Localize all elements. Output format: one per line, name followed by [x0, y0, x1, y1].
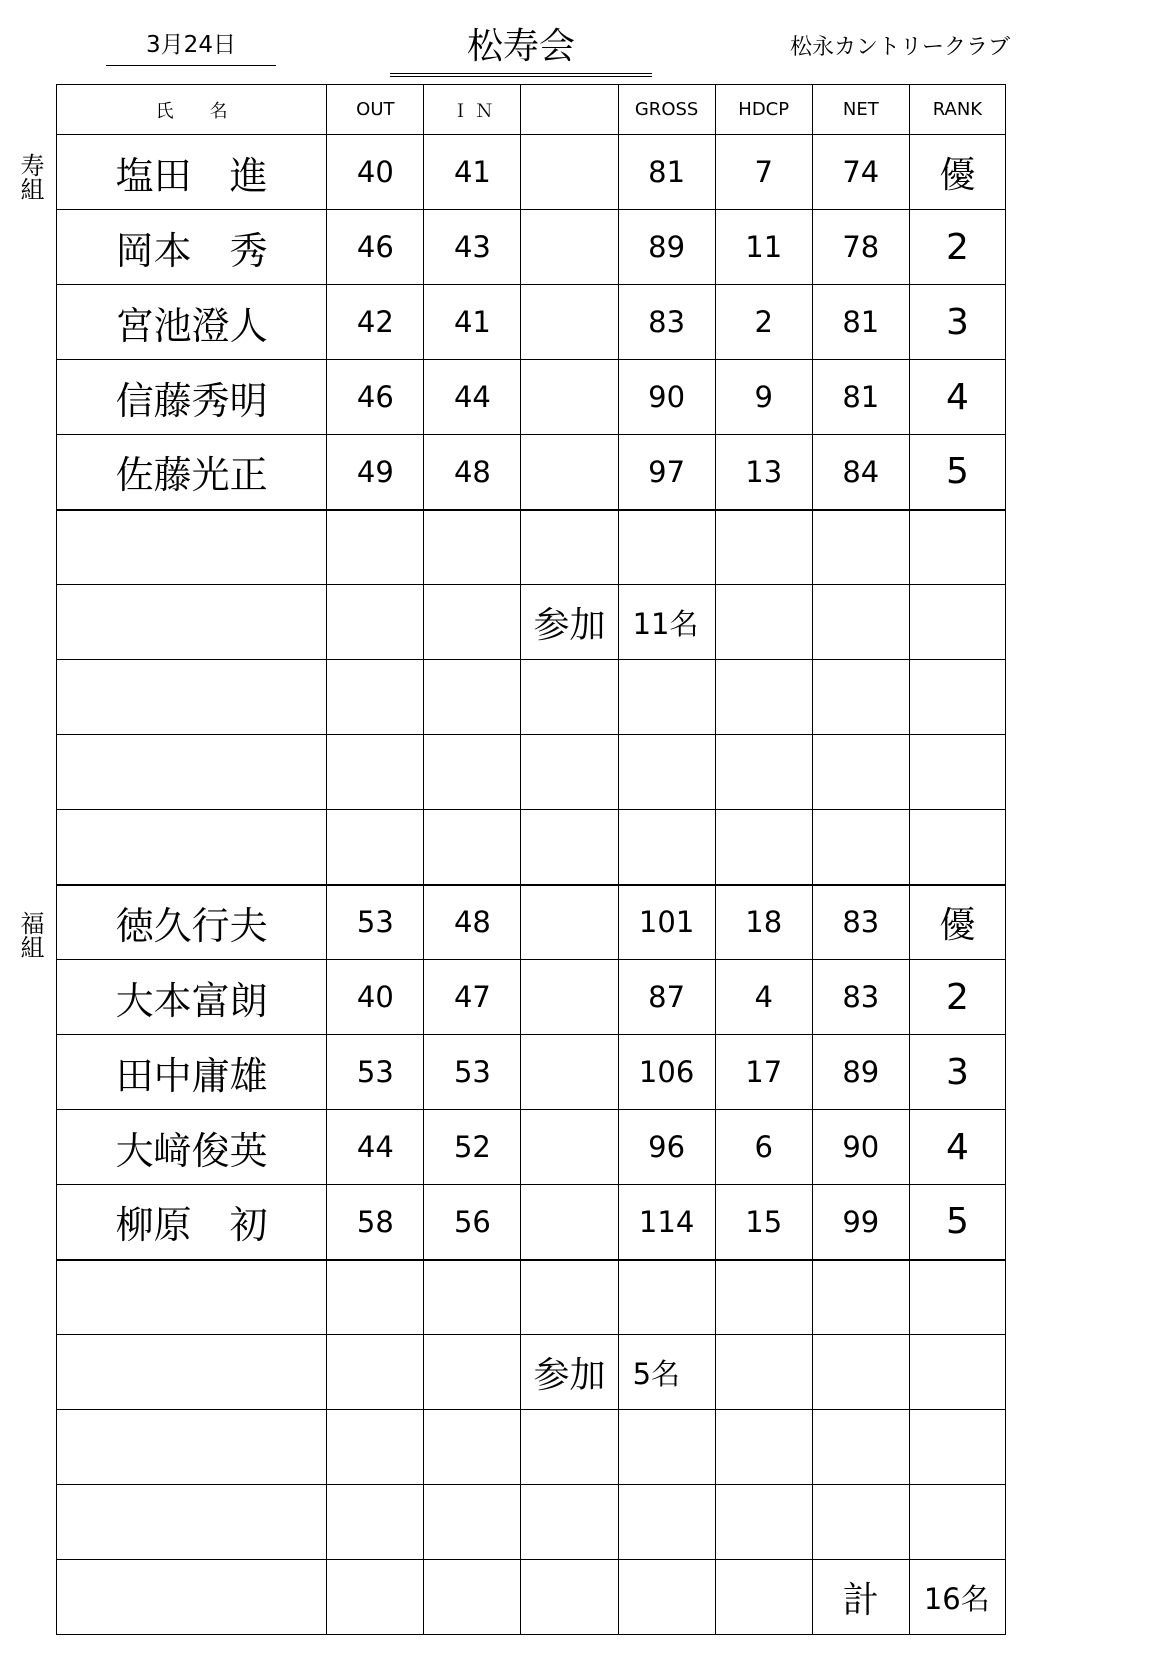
- score-in: 43: [424, 210, 521, 285]
- score-gross: 96: [618, 1110, 715, 1185]
- score-gross: 101: [618, 885, 715, 960]
- empty-row: [57, 1260, 1006, 1335]
- player-name: 宮池澄人: [57, 285, 327, 360]
- table-row: [57, 285, 1006, 360]
- rank: 3: [909, 285, 1005, 360]
- score-in: 52: [424, 1110, 521, 1185]
- score-hdcp: 15: [715, 1185, 812, 1260]
- table-row: [57, 435, 1006, 510]
- score-net: 83: [812, 960, 909, 1035]
- score-in: 47: [424, 960, 521, 1035]
- score-in: 44: [424, 360, 521, 435]
- score-net: 81: [812, 360, 909, 435]
- score-hdcp: 2: [715, 285, 812, 360]
- col-header-gross: GROSS: [618, 85, 715, 135]
- score-gross: 87: [618, 960, 715, 1035]
- table-row: [57, 360, 1006, 435]
- score-gross: 106: [618, 1035, 715, 1110]
- empty-cell: [521, 960, 618, 1035]
- score-out: 58: [327, 1185, 424, 1260]
- score-gross: 89: [618, 210, 715, 285]
- score-net: 89: [812, 1035, 909, 1110]
- event-title: 松寿会: [390, 18, 652, 77]
- player-name: 徳久行夫: [57, 885, 327, 960]
- total-row: [57, 1560, 1006, 1635]
- score-table: [56, 84, 1006, 1635]
- rank: 優: [909, 885, 1005, 960]
- col-header-in: Ｉ Ｎ: [424, 85, 521, 135]
- participation-label: 参加: [521, 1335, 618, 1410]
- score-out: 53: [327, 885, 424, 960]
- participation-row: [57, 585, 1006, 660]
- score-gross: 81: [618, 135, 715, 210]
- score-out: 40: [327, 960, 424, 1035]
- score-gross: 97: [618, 435, 715, 510]
- empty-row: [57, 1410, 1006, 1485]
- score-net: 81: [812, 285, 909, 360]
- rank: 3: [909, 1035, 1005, 1110]
- empty-cell: [521, 360, 618, 435]
- participation-count: 5名: [618, 1335, 715, 1410]
- player-name: 塩田 進: [57, 135, 327, 210]
- col-header-rank: RANK: [909, 85, 1005, 135]
- col-header-name: 氏 名: [57, 85, 327, 135]
- table-row: [57, 1035, 1006, 1110]
- col-header-hdcp: HDCP: [715, 85, 812, 135]
- score-net: 74: [812, 135, 909, 210]
- score-gross: 90: [618, 360, 715, 435]
- score-hdcp: 6: [715, 1110, 812, 1185]
- empty-cell: [521, 1110, 618, 1185]
- score-in: 41: [424, 285, 521, 360]
- player-name: 岡本 秀: [57, 210, 327, 285]
- table-row: [57, 1110, 1006, 1185]
- rank: 4: [909, 1110, 1005, 1185]
- table-row: [57, 960, 1006, 1035]
- empty-cell: [521, 885, 618, 960]
- player-name: 大﨑俊英: [57, 1110, 327, 1185]
- total-label: 計: [812, 1560, 909, 1635]
- score-in: 56: [424, 1185, 521, 1260]
- score-hdcp: 18: [715, 885, 812, 960]
- rank: 2: [909, 210, 1005, 285]
- score-out: 49: [327, 435, 424, 510]
- score-out: 46: [327, 210, 424, 285]
- rank: 2: [909, 960, 1005, 1035]
- rank: 5: [909, 435, 1005, 510]
- table-row: [57, 1185, 1006, 1260]
- player-name: 田中庸雄: [57, 1035, 327, 1110]
- rank: 優: [909, 135, 1005, 210]
- score-hdcp: 4: [715, 960, 812, 1035]
- table-row: [57, 210, 1006, 285]
- score-gross: 83: [618, 285, 715, 360]
- empty-row: [57, 510, 1006, 585]
- score-in: 48: [424, 885, 521, 960]
- score-out: 40: [327, 135, 424, 210]
- group-label-fuku: 福組: [16, 911, 44, 959]
- score-gross: 114: [618, 1185, 715, 1260]
- score-hdcp: 13: [715, 435, 812, 510]
- score-hdcp: 7: [715, 135, 812, 210]
- empty-row: [57, 735, 1006, 810]
- score-out: 44: [327, 1110, 424, 1185]
- score-net: 90: [812, 1110, 909, 1185]
- total-count: 16名: [909, 1560, 1005, 1635]
- rank: 5: [909, 1185, 1005, 1260]
- player-name: 佐藤光正: [57, 435, 327, 510]
- player-name: 大本富朗: [57, 960, 327, 1035]
- score-hdcp: 9: [715, 360, 812, 435]
- score-in: 48: [424, 435, 521, 510]
- player-name: 柳原 初: [57, 1185, 327, 1260]
- score-hdcp: 11: [715, 210, 812, 285]
- col-header-net: NET: [812, 85, 909, 135]
- score-net: 99: [812, 1185, 909, 1260]
- table-row: [57, 885, 1006, 960]
- participation-row: [57, 1335, 1006, 1410]
- empty-row: [57, 1485, 1006, 1560]
- score-in: 41: [424, 135, 521, 210]
- participation-count: 11名: [618, 585, 715, 660]
- event-date: 3月24日: [106, 26, 276, 66]
- col-header-out: OUT: [327, 85, 424, 135]
- empty-cell: [521, 135, 618, 210]
- empty-cell: [521, 285, 618, 360]
- empty-row: [57, 660, 1006, 735]
- score-net: 84: [812, 435, 909, 510]
- empty-row: [57, 810, 1006, 885]
- table-header-row: [57, 85, 1006, 135]
- score-net: 78: [812, 210, 909, 285]
- empty-cell: [521, 435, 618, 510]
- participation-label: 参加: [521, 585, 618, 660]
- empty-cell: [521, 1035, 618, 1110]
- table-row: [57, 135, 1006, 210]
- venue-name: 松永カントリークラブ: [789, 35, 1010, 60]
- empty-cell: [521, 1185, 618, 1260]
- score-hdcp: 17: [715, 1035, 812, 1110]
- empty-cell: [521, 210, 618, 285]
- score-out: 46: [327, 360, 424, 435]
- score-out: 42: [327, 285, 424, 360]
- score-net: 83: [812, 885, 909, 960]
- group-label-kotobuki: 寿組: [16, 153, 44, 201]
- score-out: 53: [327, 1035, 424, 1110]
- score-in: 53: [424, 1035, 521, 1110]
- player-name: 信藤秀明: [57, 360, 327, 435]
- rank: 4: [909, 360, 1005, 435]
- col-header-blank: [521, 85, 618, 135]
